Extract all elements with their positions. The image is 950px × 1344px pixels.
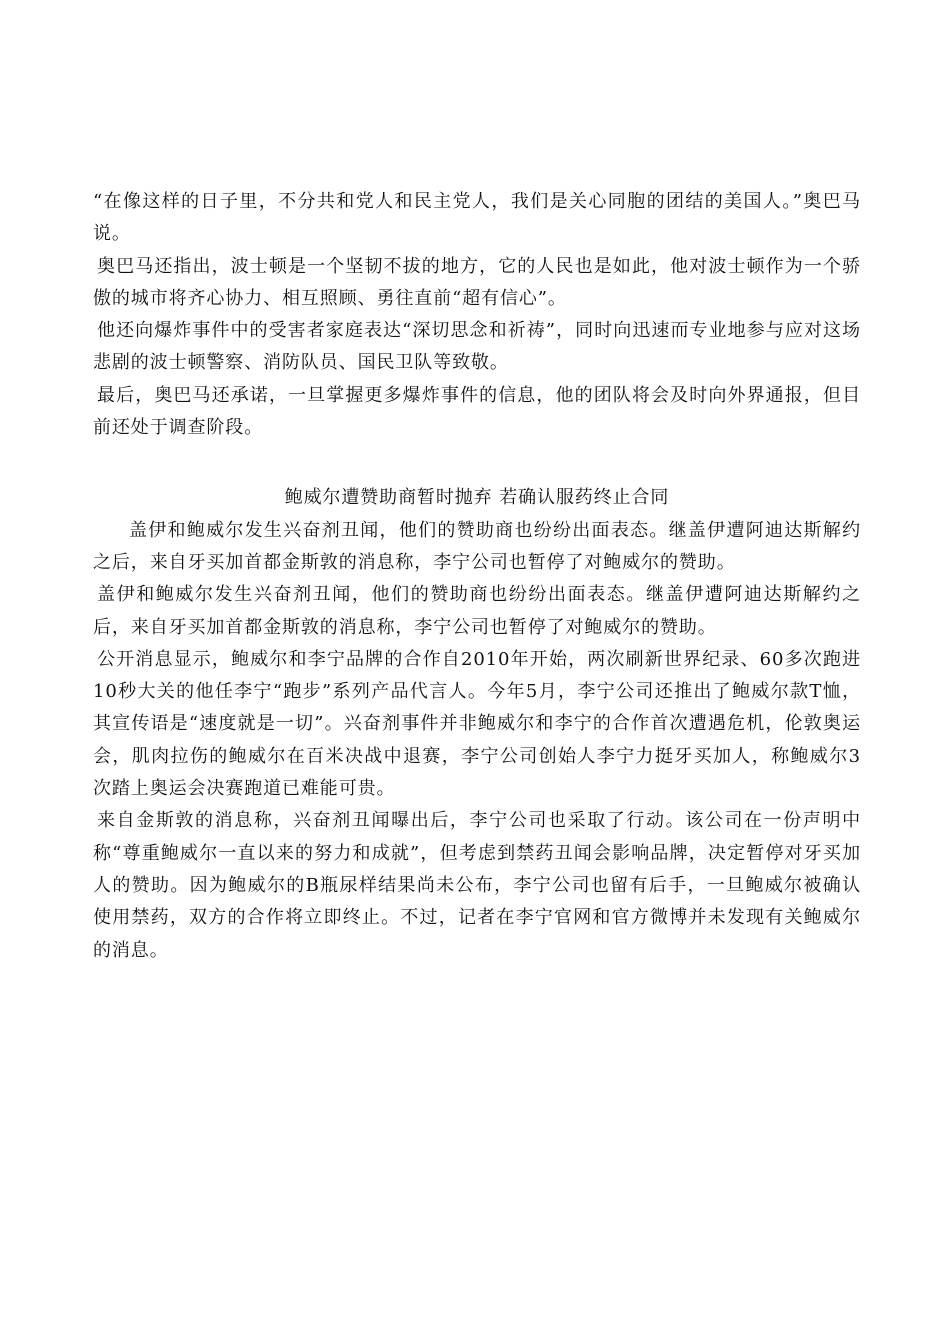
paragraph-partnership-history: 公开消息显示，鲍威尔和李宁品牌的合作自2010年开始，两次刷新世界纪录、60多次跑进10秒大关的他任李宁“跑步”系列产品代言人。今年5月，李宁公司还推出了鲍威尔款T恤，其宣传语是“速度就是一切”。兴奋剂事件并非鲍威尔和李宁的合作首次遭遇危机，伦敦奥运会，肌肉拉伤的鲍威尔在百米决战中退赛，李宁公司创始人李宁力挺牙买加人，称鲍威尔3次踏上奥运会决赛跑道已难能可贵。 [93, 648, 861, 800]
paragraph-sponsors-repeat: 盖伊和鲍威尔发生兴奋剂丑闻，他们的赞助商也纷纷出面表态。继盖伊遭阿迪达斯解约之后，来自牙买加首都金斯敦的消息称，李宁公司也暂停了对鲍威尔的赞助。 [93, 584, 861, 638]
document-body [93, 186, 861, 967]
paragraph-sponsors-intro: 盖伊和鲍威尔发生兴奋剂丑闻，他们的赞助商也纷纷出面表态。继盖伊遭阿迪达斯解约之后，来自牙买加首都金斯敦的消息称，李宁公司也暂停了对鲍威尔的赞助。 [93, 519, 861, 573]
paragraph-condolences: 他还向爆炸事件中的受害者家庭表达“深切思念和祈祷”，同时向迅速而专业地参与应对这场悲剧的波士顿警察、消防队员、国民卫队等致敬。 [93, 320, 861, 374]
article-headline: 鲍威尔遭赞助商暂时抛弃 若确认服药终止合同 [284, 487, 670, 509]
paragraph-lining-statement: 来自金斯敦的消息称，兴奋剂丑闻曝出后，李宁公司也采取了行动。该公司在一份声明中称“尊重鲍威尔一直以来的努力和成就”，但考虑到禁药丑闻会影响品牌，决定暂停对牙买加人的赞助。因为鲍威尔的B瓶尿样结果尚未公布，李宁公司也留有后手，一旦鲍威尔被确认使用禁药，双方的合作将立即终止。不过，记者在李宁官网和官方微博并未发现有关鲍威尔的消息。 [93, 810, 861, 961]
paragraph-investigation: 最后，奥巴马还承诺，一旦掌握更多爆炸事件的信息，他的团队将会及时向外界通报，但目前还处于调查阶段。 [93, 384, 861, 439]
paragraph-boston-resilience: 奥巴马还指出，波士顿是一个坚韧不拔的地方，它的人民也是如此，他对波士顿作为一个骄傲的城市将齐心协力、相互照顾、勇往直前“超有信心”。 [93, 255, 861, 309]
paragraph-obama-quote: “在像这样的日子里，不分共和党人和民主党人，我们是关心同胞的团结的美国人。”奥巴马说。 [93, 191, 861, 245]
section-gap [93, 444, 861, 482]
